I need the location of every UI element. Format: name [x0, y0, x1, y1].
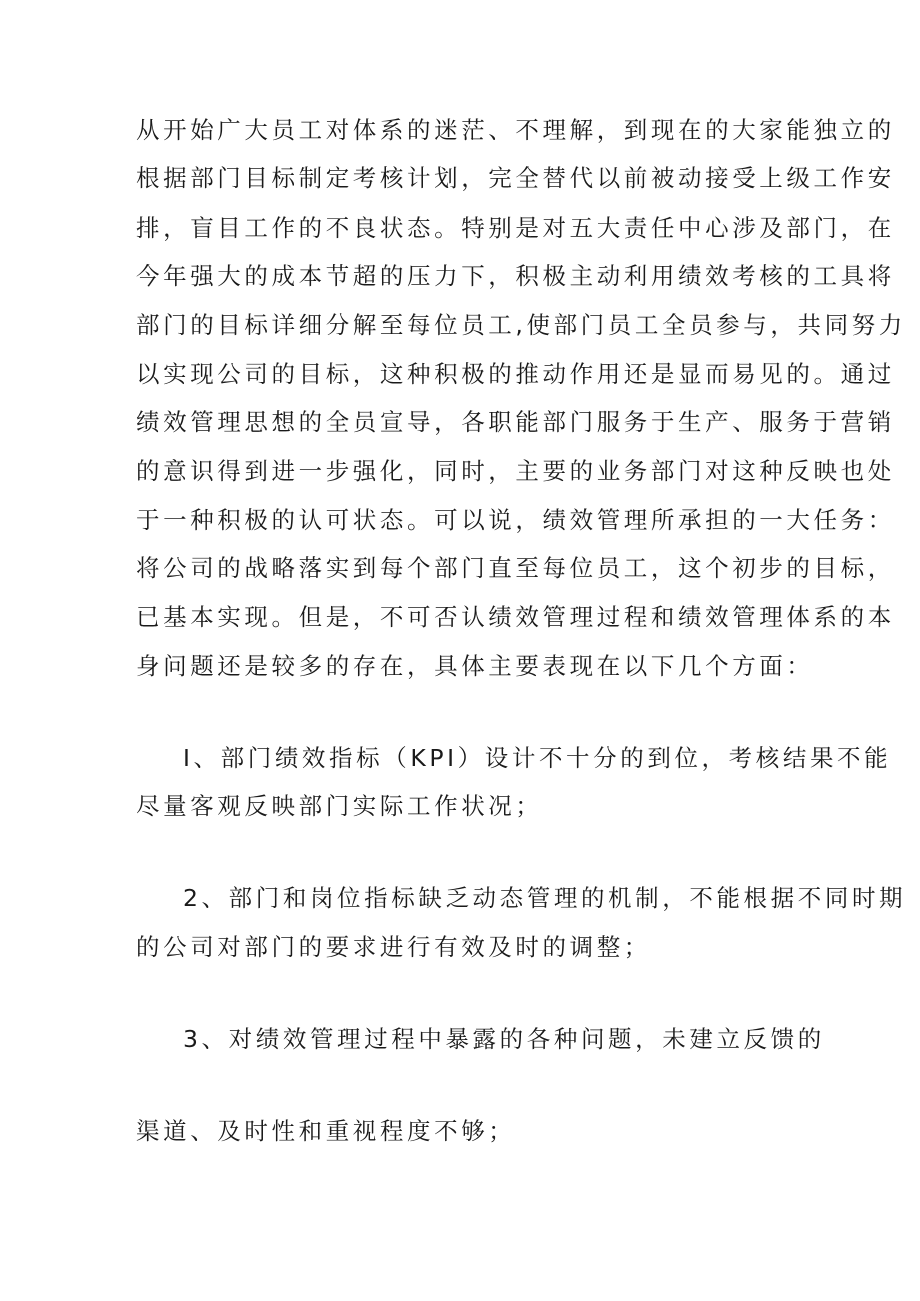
paragraph-line: 已基本实现。但是，不可否认绩效管理过程和绩效管理体系的本	[136, 603, 895, 631]
paragraph-line: 今年强大的成本节超的压力下，积极主动利用绩效考核的工具将	[136, 262, 895, 290]
list-item-line: 渠道、及时性和重视程度不够；	[136, 1117, 516, 1145]
paragraph-line: 于一种积极的认可状态。可以说，绩效管理所承担的一大任务：	[136, 506, 895, 534]
paragraph-line: 身问题还是较多的存在，具体主要表现在以下几个方面：	[136, 652, 814, 680]
paragraph-line: 以实现公司的目标，这种积极的推动作用还是显而易见的。通过	[136, 360, 895, 388]
paragraph-line: 根据部门目标制定考核计划，完全替代以前被动接受上级工作安	[136, 164, 895, 192]
paragraph-line: 部门的目标详细分解至每位员工,使部门员工全员参与，共同努力	[136, 311, 906, 339]
list-item-line: I、部门绩效指标（KPI）设计不十分的到位，考核结果不能	[183, 744, 892, 772]
paragraph-line: 从开始广大员工对体系的迷茫、不理解，到现在的大家能独立的	[136, 116, 895, 144]
paragraph-line: 绩效管理思想的全员宣导，各职能部门服务于生产、服务于营销	[136, 408, 895, 436]
list-item-line: 2、部门和岗位指标缺乏动态管理的机制，不能根据不同时期	[183, 884, 907, 912]
paragraph-line: 排，盲目工作的不良状态。特别是对五大责任中心涉及部门，在	[136, 214, 895, 242]
paragraph-line: 的意识得到进一步强化，同时，主要的业务部门对这种反映也处	[136, 457, 895, 485]
list-item-line: 尽量客观反映部门实际工作状况；	[136, 792, 543, 820]
paragraph-line: 将公司的战略落实到每个部门直至每位员工，这个初步的目标，	[136, 554, 895, 582]
list-item-line: 的公司对部门的要求进行有效及时的调整；	[136, 933, 651, 961]
list-item-line: 3、对绩效管理过程中暴露的各种问题，未建立反馈的	[183, 1025, 825, 1053]
